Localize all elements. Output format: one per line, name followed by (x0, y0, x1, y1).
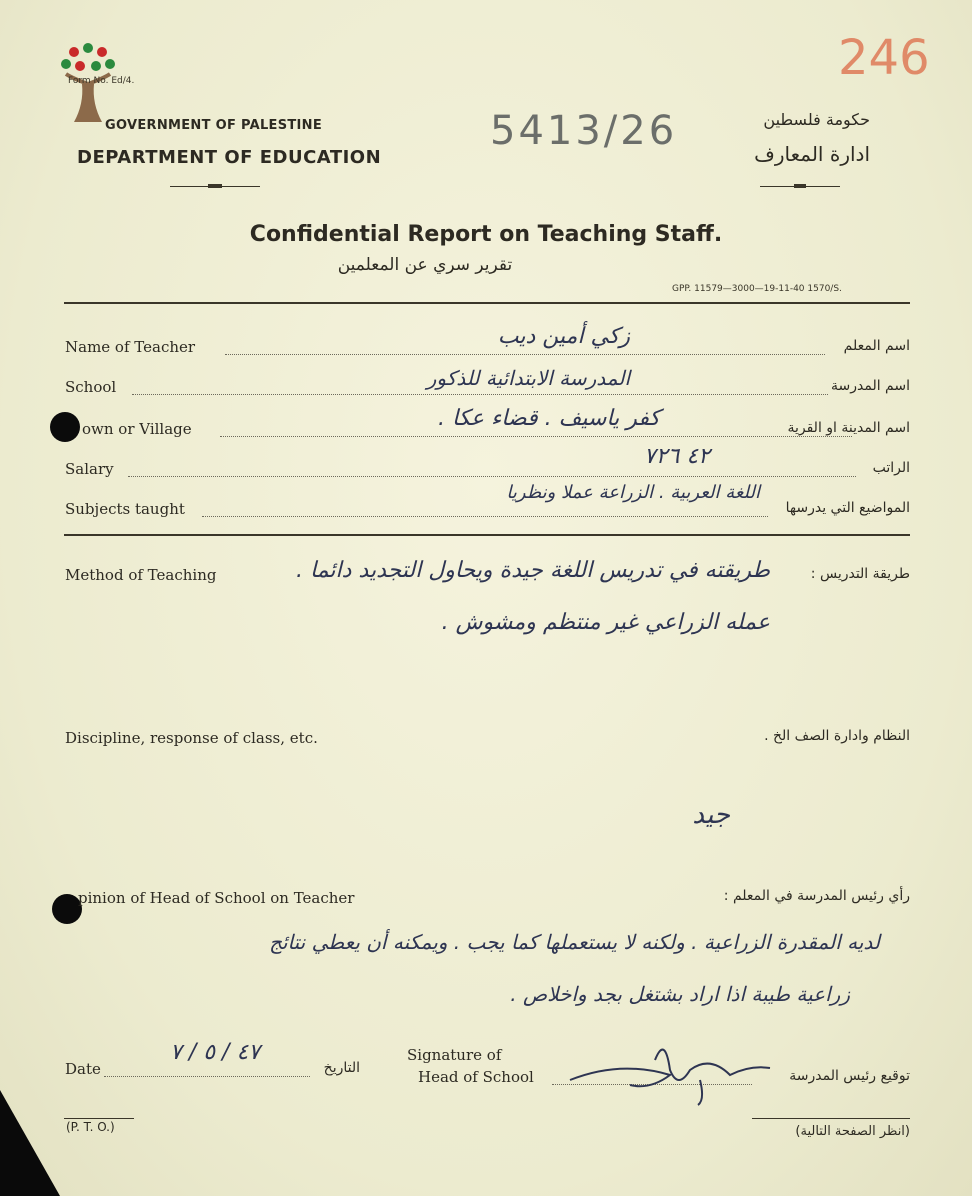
field-label-salary: Salary (65, 460, 114, 478)
method-label-ar: طريقة التدريس : (810, 566, 910, 582)
top-rule (64, 302, 910, 304)
dept-title-en: DEPARTMENT OF EDUCATION (77, 147, 382, 168)
field-label-subjects: Subjects taught (65, 500, 185, 518)
signature-label-2: Head of School (418, 1068, 534, 1086)
report-title-ar: تقرير سري عن المعلمين (337, 255, 513, 275)
date-line (104, 1076, 310, 1077)
field-value-subjects: اللغة العربية . الزراعة عملا ونظريا (506, 482, 760, 503)
fields-bottom-rule (64, 534, 910, 536)
method-line-1: طريقته في تدريس اللغة جيدة ويحاول التجديد دائما . (296, 558, 770, 583)
opinion-line-1: لديه المقدرة الزراعية . ولكنه لا يستعملها كما يجب . ويمكنه أن يعطي نتائج (269, 930, 880, 954)
discipline-value: جيد (692, 800, 730, 830)
opinion-label-ar: رأي رئيس المدرسة في المعلم : (723, 888, 910, 904)
field-label-salary-ar: الراتب (872, 460, 910, 476)
method-line-2: عمله الزراعي غير منتظم ومشوش . (441, 610, 770, 635)
field-line-school (132, 394, 828, 395)
field-line-subjects (202, 516, 768, 517)
field-line-salary (128, 476, 856, 477)
date-value: ٤٧ / ٥ / ٧ (170, 1040, 261, 1065)
dept-title-ar: ادارة المعارف (754, 142, 870, 166)
head-signature (560, 1030, 780, 1110)
signature-label-ar: توقيع رئيس المدرسة (789, 1068, 910, 1084)
page-number: 246 (838, 30, 930, 86)
field-label-town: own or Village (82, 420, 192, 438)
field-label-name: Name of Teacher (65, 338, 196, 356)
folded-corner (0, 1090, 60, 1196)
pto-note: (P. T. O.) (66, 1120, 115, 1134)
date-label-ar: التاريخ (323, 1060, 360, 1076)
field-value-school: المدرسة الابتدائية للذكور (426, 366, 630, 390)
field-label-school: School (65, 378, 117, 396)
field-value-name: زكي أمين ديب (497, 324, 630, 349)
header-divider-mark-right (794, 184, 806, 188)
opinion-line-2: زراعية طيبة اذا اراد بشتغل بجد واخلاص . (510, 982, 850, 1006)
next-page-rule (752, 1118, 910, 1119)
file-reference: 5413/26 (490, 108, 678, 154)
field-line-name (225, 354, 825, 355)
field-label-name-ar: اسم المعلم (843, 338, 910, 354)
field-label-town-ar: اسم المدينة او القرية (787, 420, 910, 436)
pto-rule (64, 1118, 134, 1119)
field-label-subjects-ar: المواضيع التي يدرسها (785, 500, 910, 516)
punch-hole-top (50, 412, 80, 442)
date-label: Date (65, 1060, 101, 1078)
field-value-salary: ٤٢ ٧٢٦ (643, 444, 710, 469)
gov-title-en: GOVERNMENT OF PALESTINE (105, 118, 323, 133)
gov-title-ar: حكومة فلسطين (763, 110, 870, 129)
print-code: GPP. 11579—3000—19-11-40 1570/S. (672, 284, 842, 294)
report-title-en: Confidential Report on Teaching Staff. (249, 222, 723, 247)
field-line-town (220, 436, 852, 437)
header-divider-mark-left (208, 184, 222, 188)
discipline-label: Discipline, response of class, etc. (65, 729, 318, 747)
discipline-label-ar: النظام وادارة الصف الخ . (764, 728, 910, 744)
field-value-town: كفر ياسيف . قضاء عكا . (438, 406, 660, 431)
field-label-school-ar: اسم المدرسة (831, 378, 910, 394)
opinion-label: pinion of Head of School on Teacher (78, 889, 355, 907)
next-page-note-ar: (انظر الصفحة التالية) (795, 1124, 910, 1139)
form-number: Form No. Ed/4. (68, 76, 135, 86)
signature-label-1: Signature of (407, 1046, 502, 1064)
method-label: Method of Teaching (65, 566, 217, 584)
